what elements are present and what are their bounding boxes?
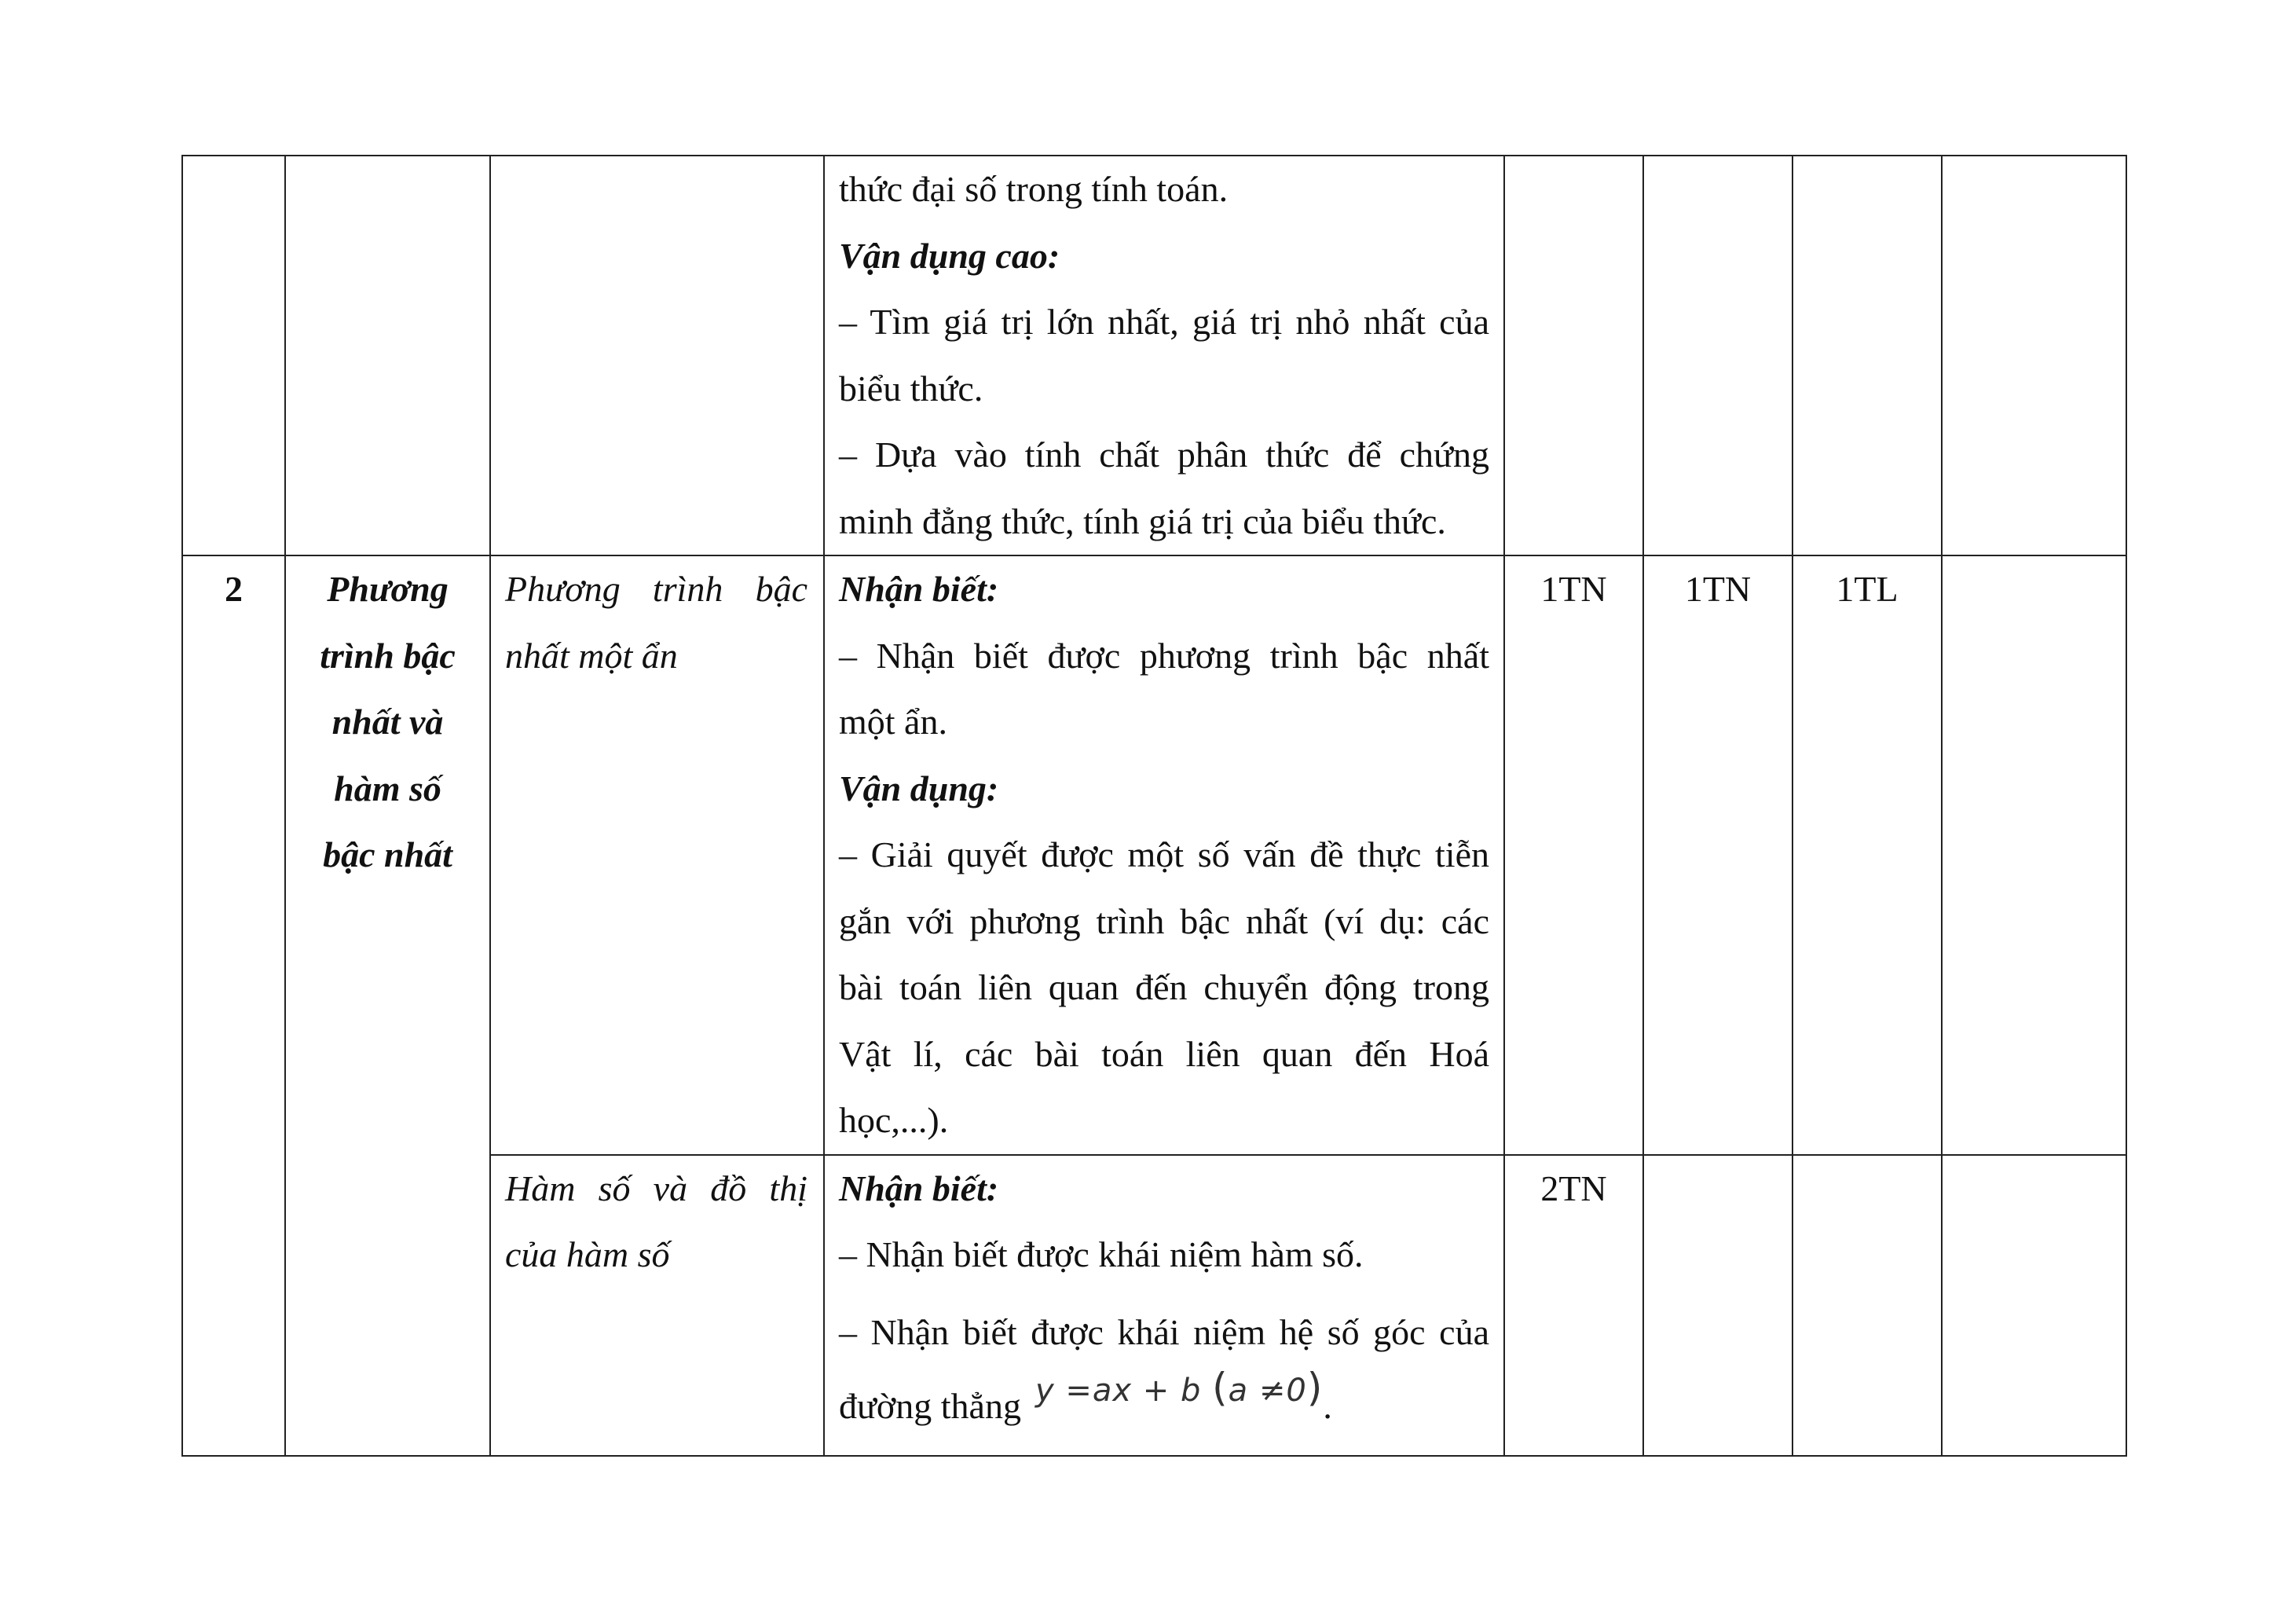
- requirement-text: [839, 1156, 1489, 1366]
- level-4-cell: [1942, 156, 2126, 555]
- topic-line: hàm số: [334, 768, 441, 808]
- requirement-cell: [824, 156, 1504, 555]
- requirement-line: – Tìm giá trị lớn nhất, giá trị nhỏ nhất của: [839, 302, 1489, 342]
- level-3-cell: [1792, 156, 1942, 555]
- unit-cell: [490, 555, 824, 1155]
- requirement-line: bài toán liên quan đến chuyển động trong: [839, 967, 1489, 1007]
- level-3-cell: 1TL: [1792, 555, 1942, 1155]
- requirement-text: [839, 156, 1489, 555]
- unit-line: nhất một ẩn: [505, 635, 678, 676]
- specification-matrix-table: [181, 155, 2127, 1457]
- table-row-continuation: [182, 156, 2126, 555]
- requirement-cell: [824, 555, 1504, 1155]
- level-1-cell: 1TN: [1504, 555, 1643, 1155]
- topic-line: bậc nhất: [323, 834, 452, 874]
- level-3-cell: [1792, 1155, 1942, 1456]
- requirement-cell: [824, 1155, 1504, 1456]
- stt-cell: [182, 156, 285, 555]
- topic-line: Phương: [327, 569, 449, 609]
- requirement-line: thức đại số trong tính toán.: [839, 169, 1229, 209]
- topic-line: nhất và: [331, 702, 444, 742]
- requirement-line: Vật lí, các bài toán liên quan đến Hoá: [839, 1033, 1489, 1074]
- level-2-cell: 1TN: [1643, 555, 1792, 1155]
- level-4-cell: [1942, 1155, 2126, 1456]
- requirement-line: gắn với phương trình bậc nhất (ví dụ: các: [839, 900, 1489, 941]
- level-4-cell: [1942, 555, 2126, 1155]
- cognitive-level-heading: Vận dụng:: [839, 768, 999, 808]
- requirement-line: – Giải quyết được một số vấn đề thực tiễn: [839, 834, 1489, 874]
- cognitive-level-heading: Nhận biết:: [839, 1168, 999, 1208]
- requirement-line: minh đẳng thức, tính giá trị của biểu thức.: [839, 500, 1446, 541]
- stt-cell: 2: [182, 555, 285, 1456]
- linear-function-formula: y =ax + b (a ≠0): [1034, 1365, 1324, 1410]
- level-2-cell: [1643, 156, 1792, 555]
- requirement-line: một ẩn.: [839, 702, 947, 742]
- unit-line: Hàm số và đồ thị: [505, 1168, 807, 1208]
- level-1-cell: 2TN: [1504, 1155, 1643, 1456]
- line-spacer: [839, 1289, 1489, 1300]
- topic-line: trình bậc: [320, 635, 456, 676]
- level-2-cell: [1643, 1155, 1792, 1456]
- formula-prefix: đường thẳng: [839, 1386, 1021, 1426]
- unit-line: của hàm số: [505, 1234, 670, 1274]
- requirement-line: biểu thức.: [839, 368, 983, 409]
- unit-cell: [490, 1155, 824, 1456]
- table-row-unit-1: [182, 555, 2126, 1155]
- requirement-line: – Nhận biết được khái niệm hệ số góc của: [839, 1311, 1489, 1352]
- formula-condition: a ≠0: [1228, 1373, 1307, 1409]
- requirement-line: – Dựa vào tính chất phân thức để chứng: [839, 434, 1489, 475]
- cognitive-level-heading: Nhận biết:: [839, 569, 999, 609]
- topic-cell: [285, 156, 490, 555]
- formula-expression: y =ax + b: [1034, 1373, 1202, 1409]
- formula-line: [839, 1365, 1489, 1454]
- level-1-cell: [1504, 156, 1643, 555]
- requirement-line: – Nhận biết được khái niệm hàm số.: [839, 1234, 1364, 1274]
- topic-cell: [285, 555, 490, 1456]
- unit-cell: [490, 156, 824, 555]
- cognitive-level-heading: Vận dụng cao:: [839, 235, 1060, 276]
- requirement-line: học,...).: [839, 1100, 949, 1140]
- requirement-line: – Nhận biết được phương trình bậc nhất: [839, 635, 1489, 676]
- formula-suffix: .: [1323, 1386, 1332, 1426]
- requirement-text: [839, 556, 1489, 1154]
- unit-line: Phương trình bậc: [505, 569, 807, 609]
